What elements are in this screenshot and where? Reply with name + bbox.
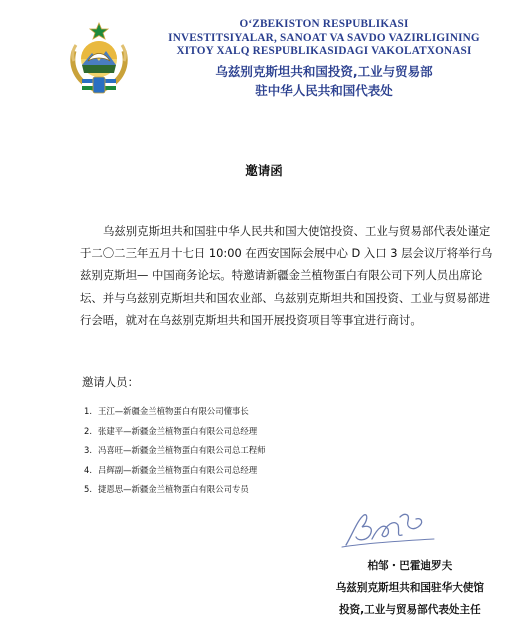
item-text: 冯喜旺—新疆金兰植物蛋白有限公司总工程师 [98,445,266,456]
invitees-heading: 邀请人员： [82,375,139,389]
body-paragraph: 乌兹别克斯坦共和国驻中华人民共和国大使馆投资、工业与贸易部代表处谨定于二〇二三年五月十七日 10:00 在西安国际会展中心 D 入口 3 层会议厅将举行乌兹别克斯坦— 中国商务论坛。特邀请新疆金兰植物蛋白有限公司下列人员出席论坛、并与乌兹别克斯坦共和国农业部、乌兹别克斯坦共和国投资、工业与贸易部进行会晤，就对在乌兹别克斯坦共和国开展投资项目等事宜进行商讨。 [80,224,493,327]
item-number: 5. [84,484,92,495]
signature-icon [338,505,438,551]
letterhead-chinese-line: 乌兹别克斯坦共和国投资,工业与贸易部 [215,63,433,79]
list-item [84,482,266,502]
document-title: 邀请函 [245,163,283,178]
signatory-block [336,555,484,621]
item-number: 2. [84,425,92,436]
item-text: 吕辉副—新疆金兰植物蛋白有限公司总经理 [98,464,258,475]
invitees-list [84,404,266,502]
letterhead-latin-line: INVESTITSIYALAR, SANOAT VA SAVDO VAZIRLIGINING [168,31,480,44]
signatory-name: 柏邹・巴霍迪罗夫 [367,560,453,572]
letterhead [150,18,498,100]
letterhead-latin-line: XITOY XALQ RESPUBLIKASIDAGI VAKOLATXONASI [176,45,472,57]
letterhead-latin-line: O‘ZBEKISTON RESPUBLIKASI [239,18,409,30]
list-item [84,424,266,444]
item-text: 张建平—新疆金兰植物蛋白有限公司总经理 [98,425,258,436]
item-number: 4. [84,464,92,475]
list-item [84,404,266,424]
state-emblem-icon [64,21,134,97]
signatory-organization: 乌兹别克斯坦共和国驻华大使馆 [335,582,484,594]
list-item [84,443,266,463]
list-item [84,463,266,483]
signatory-title: 投资,工业与贸易部代表处主任 [338,604,481,616]
letterhead-chinese-line: 驻中华人民共和国代表处 [255,82,393,98]
item-number: 1. [84,406,92,416]
item-text: 捷恩思—新疆金兰植物蛋白有限公司专员 [98,484,249,495]
item-number: 3. [84,445,92,456]
item-text: 王江—新疆金兰植物蛋白有限公司懂事长 [98,406,249,416]
